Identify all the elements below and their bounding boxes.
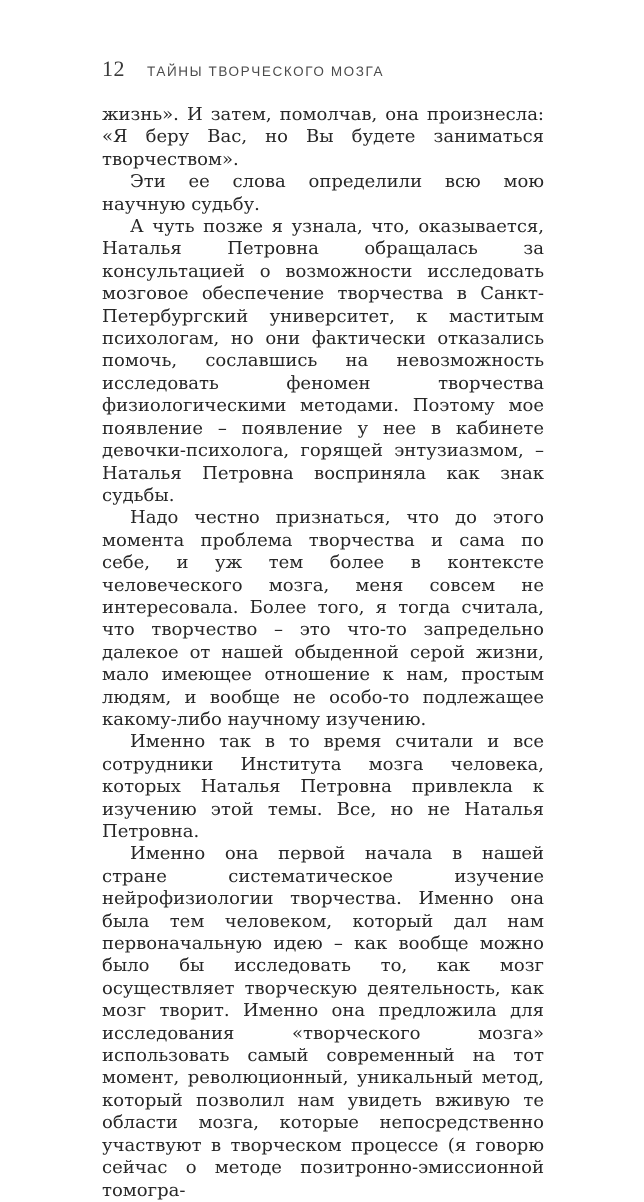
- page-header: [102, 56, 584, 90]
- paragraph-6: Именно она первой начала в нашей стране систематическое изучение нейрофизиологии творчества. Именно она была тем человеком, который дал нам первоначальную идею – как вообще можно было бы исследовать то, как мозг осуществляет творческую деятельность, как мозг творит. Именно она предложила для исследования «творческого мозга» использовать самый современный на тот момент, революционный, уникальный метод, который позволил нам увидеть вживую те области мозга, которые непосредственно участвуют в творческом процессе (я говорю сейчас о методе позитронно-эмиссионной томогра-: [102, 843, 544, 1201]
- running-title: ТАЙНЫ ТВОРЧЕСКОГО МОЗГА: [147, 64, 385, 79]
- body-text: [102, 104, 544, 1202]
- page-number: 12: [102, 56, 125, 81]
- paragraph-4: Надо честно признаться, что до этого момента проблема творчества и сама по себе, и уж тем более в контексте человеческого мозга, меня совсем не интересовала. Более того, я тогда считала, что творчество – это что-то запредельно далекое от нашей обыденной серой жизни, мало имеющее отношение к нам, простым людям, и вообще не особо-то подлежащее какому-либо научному изучению.: [102, 507, 544, 730]
- paragraph-5: Именно так в то время считали и все сотрудники Института мозга человека, которых Наталья Петровна привлекла к изучению этой темы. Все, но не Наталья Петровна.: [102, 731, 544, 842]
- paragraph-2: Эти ее слова определили всю мою научную судьбу.: [102, 171, 544, 215]
- paragraph-3: А чуть позже я узнала, что, оказывается, Наталья Петровна обращалась за консультацией о возможности исследовать мозговое обеспечение творчества в Санкт-Петербургский университет, к маститым психологам, но они фактически отказались помочь, сославшись на невозможность исследовать феномен творчества физиологическими методами. Поэтому мое появление – появление у нее в кабинете девочки-психолога, горящей энтузиазмом, – Наталья Петровна восприняла как знак судьбы.: [102, 216, 544, 506]
- paragraph-1: жизнь». И затем, помолчав, она произнесла: «Я беру Вас, но Вы будете заниматься творчеством».: [102, 104, 544, 170]
